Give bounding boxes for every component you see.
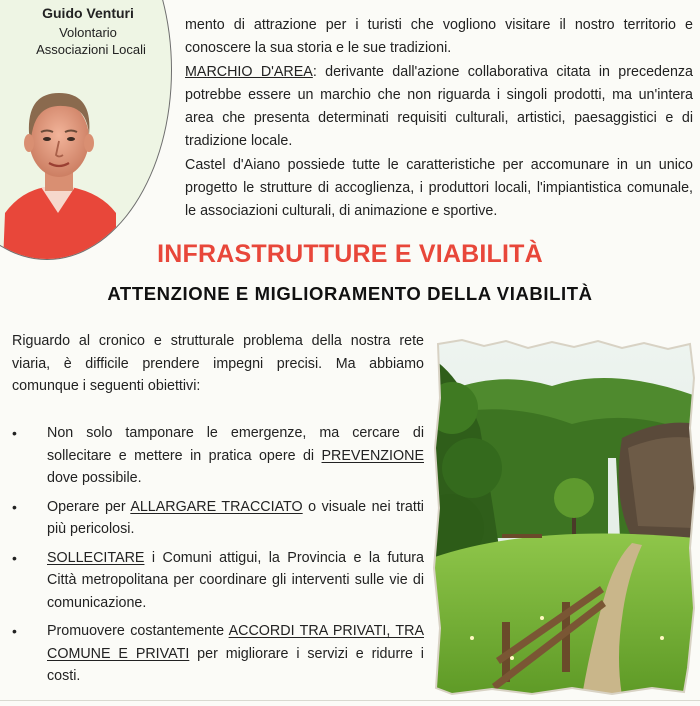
lead-paragraph: Riguardo al cronico e strutturale problema della nostra rete viaria, è difficile prendere impegni precisi. Ma abbiamo comunque i seguenti obiettivi: [12,333,424,394]
bullet-1-pre: Non solo tamponare le emergenze, ma cercare di sollecitare e mettere in pratica opere di [47,425,424,464]
bullet-2-highlight: ALLARGARE TRACCIATO [130,498,303,515]
intro-paragraph-2 [185,61,693,154]
marchio-label: MARCHIO D'AREA [185,63,313,80]
profile-role: Volontario [59,25,117,40]
list-item [12,496,424,541]
objectives-list [12,422,424,694]
bullet-2-post: o visuale nei tratti più pericolosi. [47,498,424,537]
bullet-icon: • [12,623,17,639]
bullet-2-pre: Operare per [47,498,131,515]
section-subtitle: ATTENZIONE E MIGLIORAMENTO DELLA VIABILITÀ [107,283,593,304]
bullet-4-pre: Promuovere costantemente [47,623,229,639]
intro-paragraph-1: mento di attrazione per i turisti che vogliono visitare il nostro territorio e conoscere la sua storia e le sue tradizioni. [185,17,693,57]
bullet-3-highlight: SOLLECITARE [47,549,145,566]
bullet-icon: • [12,549,17,566]
bullet-4-highlight: ACCORDI TRA PRIVATI, TRA COMUNE E PRIVATI [47,623,424,662]
section-title: INFRASTRUTTURE E VIABILITÀ [157,240,543,268]
marchio-text: : derivante dall'azione collaborativa citata in precedenza potrebbe essere un marchio che non riguarda i singoli prodotti, ma un'intera area che presenta determinati requisiti culturali, artistici, paesaggistici e di tradizione locale. [185,63,694,150]
bullet-1-highlight: PREVENZIONE [321,447,424,464]
portrait-photo [1,63,116,260]
bullet-1-post: dove possibile. [47,470,142,486]
bullet-3-post: i Comuni attigui, la Provincia e la futura Città metropolitana per coordinare gli interventi sulle vie di comunicazione. [47,549,424,611]
list-item [12,422,424,490]
bullet-icon: • [12,425,17,441]
profile-bubble [0,0,172,260]
landscape-photo [432,338,696,696]
bottom-divider [0,700,700,701]
list-item [12,547,424,615]
intro-text [185,14,693,224]
list-item [12,620,424,688]
profile-organization: Associazioni Locali [36,42,146,57]
intro-paragraph-3: Castel d'Aiano possiede tutte le caratteristiche per accomunare in un unico progetto le strutture di accoglienza, i produttori locali, l'impiantistica comunale, le associazioni culturali, di animazione e sportive. [185,156,693,220]
bullet-icon: • [12,498,17,515]
profile-name: Guido Venturi [42,5,134,21]
bullet-4-post: per migliorare i servizi e ridurre i costi. [47,645,424,684]
